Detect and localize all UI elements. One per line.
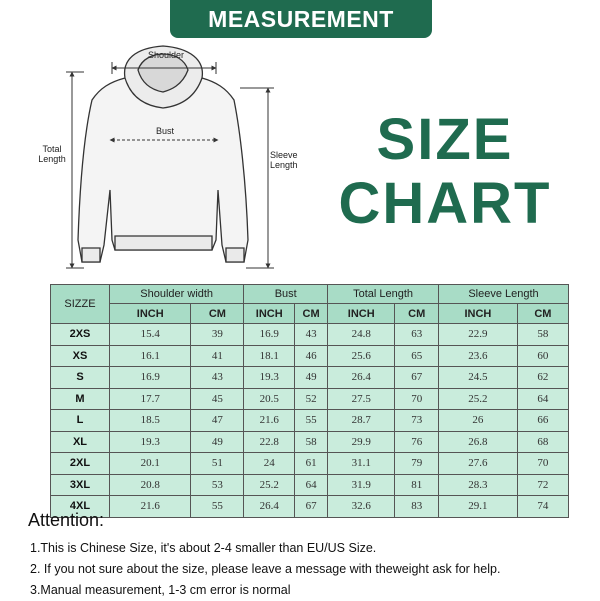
measure-cell: 70: [517, 453, 568, 475]
measure-cell: 25.2: [244, 474, 295, 496]
measure-cell: 29.1: [439, 496, 518, 518]
unit-header-row: [51, 304, 569, 324]
measure-cell: 26: [439, 410, 518, 432]
measure-cell: 24: [244, 453, 295, 475]
measure-cell: 65: [395, 345, 439, 367]
shoulder-label: Shoulder: [147, 50, 185, 60]
unit-header: CM: [395, 304, 439, 324]
measure-cell: 17.7: [110, 388, 191, 410]
unit-header: CM: [191, 304, 244, 324]
table-row: [51, 410, 569, 432]
measure-cell: 60: [517, 345, 568, 367]
measure-cell: 26.4: [328, 367, 395, 389]
measure-cell: 76: [395, 431, 439, 453]
group-header: Shoulder width: [110, 285, 244, 304]
measure-cell: 49: [191, 431, 244, 453]
sleeve-length-label-1: Sleeve: [270, 150, 298, 160]
unit-header: INCH: [244, 304, 295, 324]
unit-header: CM: [517, 304, 568, 324]
measure-cell: 20.5: [244, 388, 295, 410]
size-cell: S: [51, 367, 110, 389]
measure-cell: 74: [517, 496, 568, 518]
measure-cell: 27.5: [328, 388, 395, 410]
measure-cell: 19.3: [110, 431, 191, 453]
sleeve-length-label-2: Length: [270, 160, 298, 170]
total-length-label-1: Total: [42, 144, 62, 154]
measure-cell: 83: [395, 496, 439, 518]
measure-cell: 62: [517, 367, 568, 389]
attention-notes: [30, 538, 500, 601]
measure-cell: 68: [517, 431, 568, 453]
hoodie-outline: [78, 46, 248, 262]
measure-cell: 70: [395, 388, 439, 410]
size-cell: 3XL: [51, 474, 110, 496]
measure-cell: 63: [395, 324, 439, 346]
table-row: [51, 367, 569, 389]
measure-cell: 73: [395, 410, 439, 432]
measure-cell: 26.4: [244, 496, 295, 518]
measure-cell: 67: [295, 496, 328, 518]
measure-cell: 67: [395, 367, 439, 389]
measure-cell: 25.6: [328, 345, 395, 367]
table-row: [51, 474, 569, 496]
measure-cell: 28.3: [439, 474, 518, 496]
measure-cell: 26.8: [439, 431, 518, 453]
measure-cell: 66: [517, 410, 568, 432]
table-row: [51, 324, 569, 346]
measure-cell: 58: [295, 431, 328, 453]
bust-label: Bust: [155, 126, 175, 136]
measure-cell: 16.1: [110, 345, 191, 367]
attention-heading: Attention:: [28, 510, 105, 530]
measure-cell: 23.6: [439, 345, 518, 367]
measure-cell: 20.1: [110, 453, 191, 475]
measure-cell: 49: [295, 367, 328, 389]
title-line-size: SIZE: [376, 107, 514, 172]
measure-cell: 29.9: [328, 431, 395, 453]
measure-cell: 72: [517, 474, 568, 496]
size-chart-title: [310, 108, 580, 236]
measure-cell: 43: [191, 367, 244, 389]
measure-cell: 64: [295, 474, 328, 496]
unit-header: CM: [295, 304, 328, 324]
measure-cell: 20.8: [110, 474, 191, 496]
unit-header: INCH: [328, 304, 395, 324]
measure-cell: 32.6: [328, 496, 395, 518]
size-header: SIZZE: [51, 285, 110, 324]
measure-cell: 61: [295, 453, 328, 475]
measure-cell: 41: [191, 345, 244, 367]
measure-cell: 18.1: [244, 345, 295, 367]
size-cell: M: [51, 388, 110, 410]
size-cell: XS: [51, 345, 110, 367]
measure-cell: 47: [191, 410, 244, 432]
measure-cell: 16.9: [110, 367, 191, 389]
table-row: [51, 496, 569, 518]
measure-cell: 31.1: [328, 453, 395, 475]
measure-cell: 21.6: [110, 496, 191, 518]
size-cell: 4XL: [51, 496, 110, 518]
measure-cell: 45: [191, 388, 244, 410]
table-row: [51, 388, 569, 410]
note-line: 1.This is Chinese Size, it's about 2-4 smaller than EU/US Size.: [30, 541, 377, 555]
measure-cell: 79: [395, 453, 439, 475]
measure-cell: 51: [191, 453, 244, 475]
group-header: Bust: [244, 285, 328, 304]
measure-cell: 53: [191, 474, 244, 496]
group-header-row: [51, 285, 569, 304]
size-cell: L: [51, 410, 110, 432]
measure-cell: 21.6: [244, 410, 295, 432]
measure-cell: 24.8: [328, 324, 395, 346]
size-table: [50, 284, 569, 518]
measure-cell: 22.9: [439, 324, 518, 346]
hoodie-diagram: [30, 40, 310, 280]
measure-cell: 16.9: [244, 324, 295, 346]
measure-cell: 58: [517, 324, 568, 346]
measure-cell: 27.6: [439, 453, 518, 475]
table-row: [51, 345, 569, 367]
measure-cell: 39: [191, 324, 244, 346]
group-header: Sleeve Length: [439, 285, 569, 304]
measure-cell: 46: [295, 345, 328, 367]
measure-cell: 18.5: [110, 410, 191, 432]
measure-cell: 43: [295, 324, 328, 346]
measure-cell: 64: [517, 388, 568, 410]
measure-cell: 31.9: [328, 474, 395, 496]
measure-cell: 24.5: [439, 367, 518, 389]
measure-cell: 15.4: [110, 324, 191, 346]
table-row: [51, 431, 569, 453]
title-line-chart: CHART: [338, 171, 552, 236]
size-cell: 2XL: [51, 453, 110, 475]
note-line: 2. If you not sure about the size, please leave a message with theweight ask for help.: [30, 562, 501, 576]
measure-cell: 25.2: [439, 388, 518, 410]
total-length-label-2: Length: [38, 154, 66, 164]
unit-header: INCH: [110, 304, 191, 324]
measure-cell: 22.8: [244, 431, 295, 453]
measure-cell: 19.3: [244, 367, 295, 389]
table-row: [51, 453, 569, 475]
size-cell: XL: [51, 431, 110, 453]
note-line: 3.Manual measurement, 1-3 cm error is normal: [30, 583, 291, 597]
group-header: Total Length: [328, 285, 439, 304]
measure-cell: 55: [191, 496, 244, 518]
size-cell: 2XS: [51, 324, 110, 346]
measure-cell: 52: [295, 388, 328, 410]
measurement-banner: MEASUREMENT: [170, 0, 432, 38]
measure-cell: 81: [395, 474, 439, 496]
measure-cell: 55: [295, 410, 328, 432]
unit-header: INCH: [439, 304, 518, 324]
measure-cell: 28.7: [328, 410, 395, 432]
